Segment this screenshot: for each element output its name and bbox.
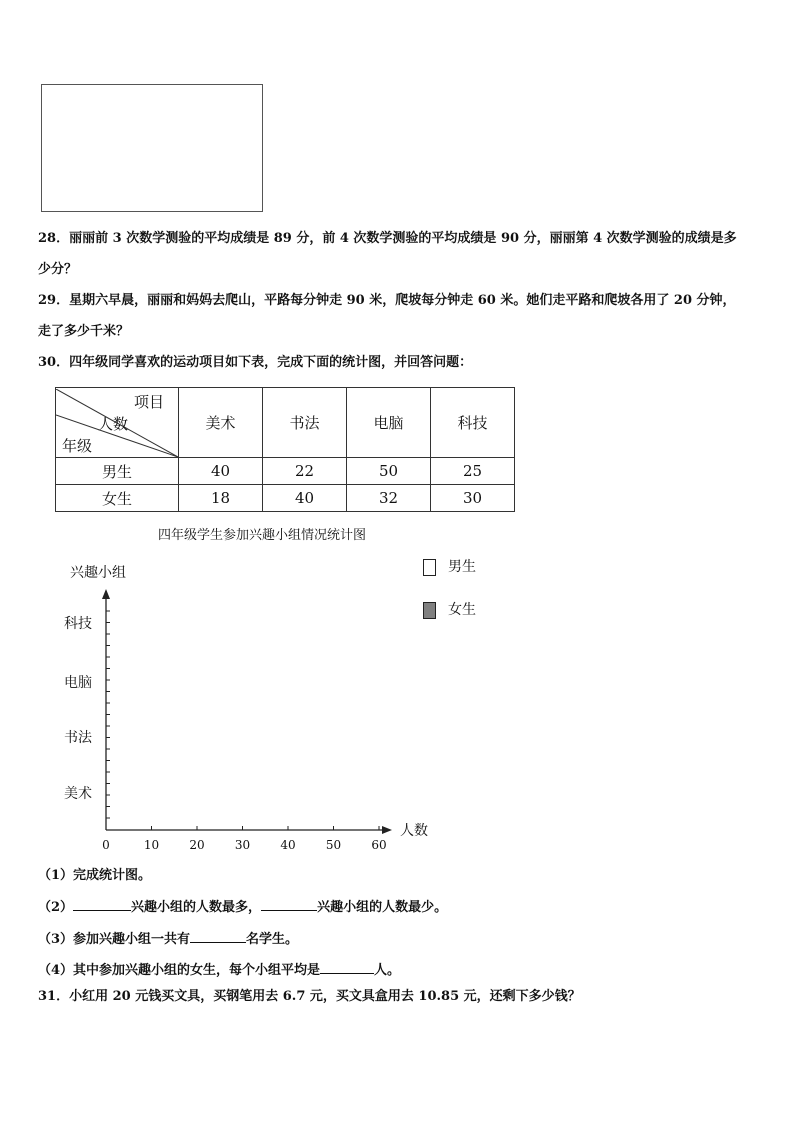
legend-label-boys: 男生	[448, 559, 476, 575]
table-cell: 30	[431, 485, 515, 512]
answer-blank[interactable]	[190, 930, 246, 943]
x-tick-label: 50	[325, 838, 342, 852]
legend-swatch-girls	[423, 602, 436, 619]
x-tick-label: 10	[143, 838, 160, 852]
question-31: 31．小红用 20 元钱买文具，买钢笔用去 6.7 元，买文具盒用去 10.85 元，还剩下多少钱？	[38, 989, 581, 1004]
row-label: 女生	[56, 485, 179, 512]
subquestion-3	[38, 928, 298, 947]
subquestion-3-prefix: （3）参加兴趣小组一共有	[38, 932, 191, 947]
subquestion-2-mid: 兴趣小组的人数最多，	[131, 900, 262, 915]
data-table	[55, 387, 515, 512]
subquestion-3-end: 名学生。	[246, 932, 299, 947]
subquestion-4	[38, 959, 400, 978]
legend-boys	[423, 556, 476, 576]
table-cell: 18	[179, 485, 263, 512]
column-header: 美术	[179, 388, 263, 458]
answer-blank[interactable]	[320, 961, 374, 974]
column-header: 科技	[431, 388, 515, 458]
y-axis-title: 兴趣小组	[70, 565, 126, 581]
legend-label-girls: 女生	[448, 602, 476, 618]
corner-label-count: 人数	[98, 414, 129, 433]
x-tick-label: 40	[280, 838, 296, 852]
category-label: 书法	[64, 730, 92, 746]
category-label: 美术	[64, 786, 92, 802]
table-cell: 32	[347, 485, 431, 512]
x-tick-label: 20	[189, 838, 205, 852]
table-cell: 40	[263, 485, 347, 512]
subquestion-2-end: 兴趣小组的人数最少。	[317, 900, 448, 915]
subquestion-2	[38, 896, 447, 915]
x-tick-label: 0	[102, 838, 110, 852]
column-header: 书法	[263, 388, 347, 458]
question-28-line1: 28．丽丽前 3 次数学测验的平均成绩是 89 分，前 4 次数学测验的平均成绩是 90 分，丽丽第 4 次数学测验的成绩是多	[38, 231, 737, 246]
answer-blank[interactable]	[261, 898, 317, 911]
table-cell: 25	[431, 458, 515, 485]
category-label: 电脑	[64, 675, 92, 691]
column-header: 电脑	[347, 388, 431, 458]
subquestion-2-prefix: （2）	[38, 900, 74, 915]
question-29-line2: 走了多少千米？	[38, 324, 130, 339]
table-cell: 22	[263, 458, 347, 485]
question-30: 30．四年级同学喜欢的运动项目如下表，完成下面的统计图，并回答问题：	[38, 355, 473, 370]
table-row	[56, 485, 515, 512]
legend-girls	[423, 599, 476, 619]
y-axis-arrow	[102, 589, 110, 599]
question-29-line1: 29．星期六早晨，丽丽和妈妈去爬山，平路每分钟走 90 米，爬坡每分钟走 60 米。她们走平路和爬坡各用了 20 分钟，	[38, 293, 736, 308]
table-row	[56, 458, 515, 485]
subquestion-1: （1）完成统计图。	[38, 868, 152, 883]
table-cell: 50	[347, 458, 431, 485]
subquestion-4-prefix: （4）其中参加兴趣小组的女生，每个小组平均是	[38, 963, 321, 978]
chart-title: 四年级学生参加兴趣小组情况统计图	[158, 528, 367, 543]
row-label: 男生	[56, 458, 179, 485]
corner-label-grade: 年级	[62, 436, 93, 455]
legend-swatch-boys	[423, 559, 436, 576]
answer-blank[interactable]	[73, 898, 131, 911]
x-tick-label: 30	[234, 838, 251, 852]
answer-box	[41, 84, 263, 212]
table-corner-cell	[56, 388, 179, 458]
table-cell: 40	[179, 458, 263, 485]
question-28-line2: 少分？	[38, 262, 78, 277]
x-tick-label: 60	[371, 838, 387, 852]
x-axis-arrow	[382, 826, 392, 834]
corner-label-item: 项目	[134, 392, 165, 411]
x-axis-title: 人数	[400, 823, 428, 839]
category-label: 科技	[64, 616, 92, 632]
subquestion-4-end: 人。	[374, 963, 401, 978]
